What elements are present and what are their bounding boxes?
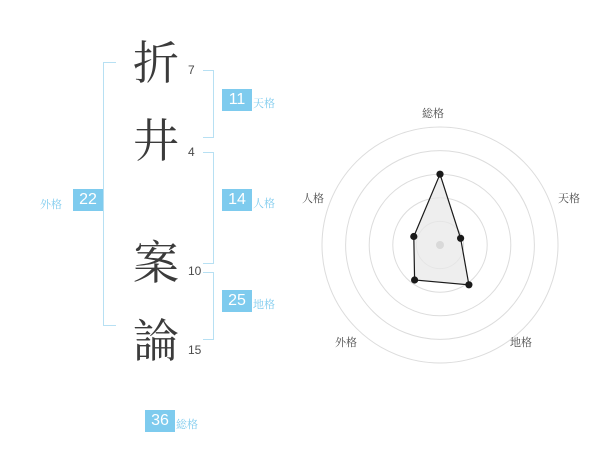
stroke-count-2: 4 [188,145,195,159]
radar-center-dot [436,241,444,249]
outer-score-badge: 22 [73,189,103,211]
stroke-count-4: 15 [188,343,202,357]
radar-label-top: 総格 [422,107,444,120]
kanji-char-3: 案 [133,236,179,290]
radar-label-lower-right: 地格 [510,336,532,349]
radar-chart [302,107,580,385]
jinkaku-bracket [203,152,214,264]
jinkaku-label: 人格 [253,197,275,210]
stroke-count-3: 10 [188,264,202,278]
radar-label-lower-left: 外格 [335,336,357,349]
jinkaku-badge: 14 [222,189,252,211]
chikaku-label: 地格 [253,298,275,311]
kanji-char-4: 論 [133,314,179,368]
radar-label-upper-left: 人格 [302,192,324,205]
kanji-char-2: 井 [133,114,179,168]
chikaku-bracket [203,272,214,340]
soukaku-label: 総格 [176,418,198,431]
soukaku-badge: 36 [145,410,175,432]
chikaku-badge: 25 [222,290,252,312]
tenkaku-bracket [203,70,214,138]
outer-bracket [103,62,116,326]
kanji-char-1: 折 [133,36,179,90]
radar-area [414,174,469,285]
outer-score-label: 外格 [40,198,62,211]
stroke-count-1: 7 [188,63,195,77]
tenkaku-badge: 11 [222,89,252,111]
tenkaku-label: 天格 [253,97,275,110]
radar-label-upper-right: 天格 [558,192,580,205]
